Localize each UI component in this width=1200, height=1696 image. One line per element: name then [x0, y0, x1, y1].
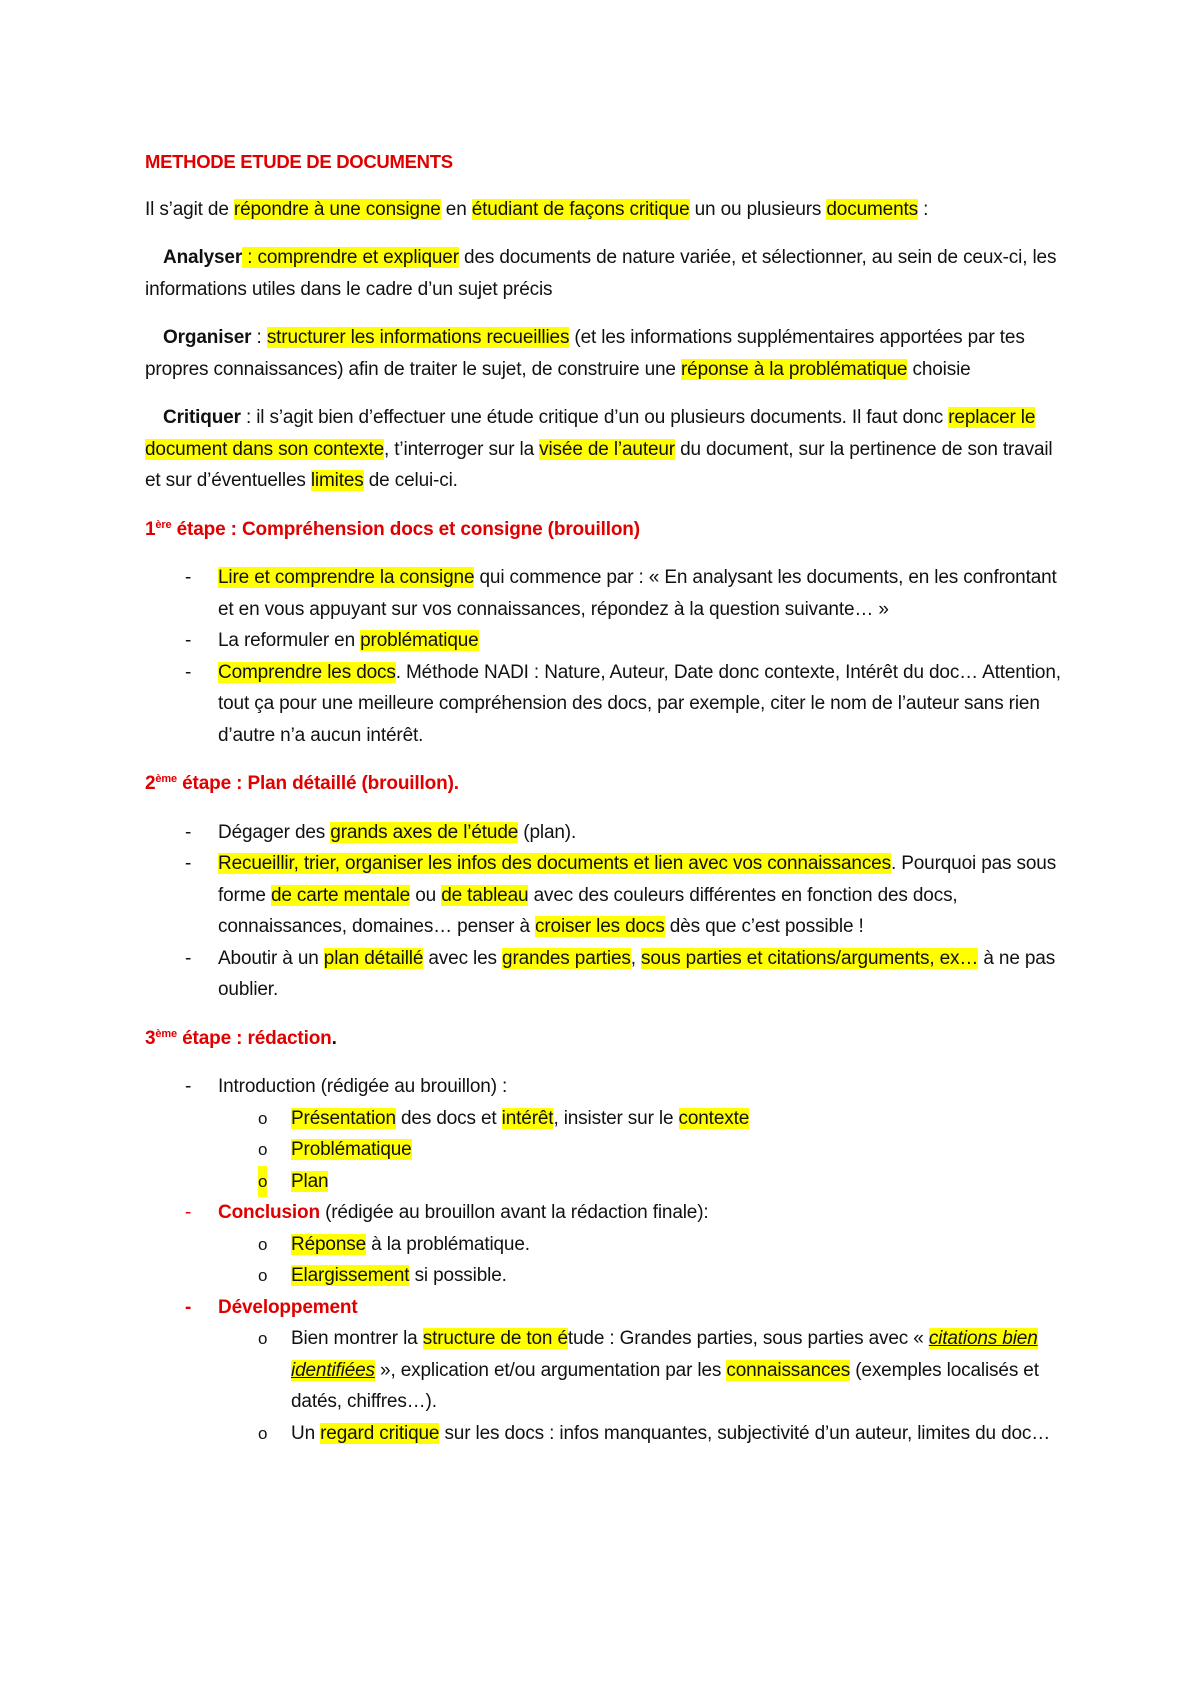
text: Dégager des [218, 821, 331, 843]
highlight: : comprendre et expliquer [242, 247, 459, 268]
list-item-conclusion [145, 1197, 1065, 1292]
step2-heading [145, 768, 1065, 800]
circle-bullet: o [258, 1166, 267, 1198]
highlight: problématique [360, 630, 479, 651]
step-number: 1 [145, 518, 156, 540]
text: en [440, 198, 472, 220]
sublist-item [218, 1418, 1065, 1450]
highlight: Comprendre les docs [218, 661, 396, 683]
intro-paragraph [145, 194, 1065, 226]
highlight: Elargissement [291, 1265, 410, 1286]
text: à la problématique. [366, 1233, 530, 1255]
dash-bullet: - [185, 661, 192, 683]
critiquer-label: Critiquer [163, 407, 241, 428]
highlight: répondre à une consigne [233, 198, 441, 220]
conclusion-label: Conclusion [218, 1202, 320, 1223]
text: La reformuler en [218, 630, 361, 651]
text: : [917, 198, 929, 220]
text: , [630, 947, 642, 969]
list-item [145, 562, 1065, 625]
list-item [145, 943, 1065, 1006]
step-title: étape : Compréhension docs et consigne (brouillon) [171, 518, 640, 540]
step-suffix: ème [155, 1027, 177, 1040]
text: sur les docs : infos manquantes, subjectivité d’un auteur, limites du doc… [439, 1422, 1051, 1444]
highlight: de carte mentale [270, 884, 411, 906]
text: Aboutir à un [218, 947, 324, 969]
list-item-developpement [145, 1292, 1065, 1450]
text: dès que c’est possible ! [664, 916, 864, 937]
text: , insister sur le [553, 1107, 679, 1129]
text: avec des couleurs différentes en fonction des docs, connaissances, domaines… penser à [218, 884, 958, 937]
text: des docs et [395, 1107, 502, 1129]
highlight: Lire et comprendre la consigne [218, 567, 475, 588]
text: avec les [423, 947, 503, 969]
highlight: documents [826, 198, 918, 220]
highlight: grandes parties [502, 947, 631, 969]
highlight: sous parties et citations/arguments, ex… [641, 947, 979, 969]
organiser-label: Organiser [163, 327, 252, 348]
dash-bullet: - [185, 947, 192, 969]
dash-bullet: - [185, 630, 192, 651]
highlight: Problématique [291, 1139, 412, 1160]
text: . Méthode NADI : Nature, Auteur, Date donc contexte, Intérêt du doc… Attention, tout ça pour une meilleure compréhension des docs, par exemple, citer le nom de l’auteur sans rien d’autre n’a aucun intérêt. [218, 661, 1061, 746]
highlight: citations bien identifiées [291, 1328, 1038, 1381]
step3-heading [145, 1023, 1065, 1055]
dash-bullet: - [185, 853, 192, 874]
circle-bullet: o [258, 1266, 268, 1285]
text: Il s’agit de [145, 198, 234, 220]
step1-list [145, 562, 1065, 751]
text: un ou plusieurs [689, 198, 827, 220]
text: Bien montrer la [291, 1328, 423, 1349]
circle-bullet: o [258, 1234, 268, 1254]
highlight: replacer le document dans son contexte [145, 407, 1036, 460]
highlight: limites [310, 470, 364, 491]
text: (plan). [518, 821, 577, 843]
highlight: regard critique [320, 1422, 440, 1444]
conclusion-sublist [218, 1229, 1065, 1292]
introduction-sublist [218, 1103, 1065, 1198]
list-item-introduction [145, 1071, 1065, 1197]
developpement-label: Développement [218, 1296, 358, 1318]
dash-bullet: - [185, 567, 192, 588]
analyser-label: Analyser [163, 247, 243, 268]
list-item [145, 848, 1065, 943]
highlight: structure de ton é [422, 1328, 568, 1349]
dash-bullet: - [185, 821, 192, 843]
sublist-item [218, 1323, 1065, 1418]
highlight: structurer les informations recueillies [266, 327, 570, 348]
critiquer-paragraph [145, 402, 1065, 497]
highlight: connaissances [726, 1359, 851, 1381]
analyser-paragraph [145, 242, 1065, 305]
highlight: Réponse [291, 1233, 367, 1255]
highlight: de tableau [441, 884, 529, 906]
list-item [145, 657, 1065, 752]
dash-bullet: - [185, 1076, 192, 1097]
highlight: croiser les docs [535, 916, 665, 937]
dash-bullet: - [185, 1296, 192, 1318]
text: qui commence par : « En analysant les documents, en les confrontant et en vous appuyant sur vos connaissances, répondez à la question suivante… » [218, 567, 1057, 620]
step-number: 3 [145, 1027, 156, 1049]
text: à ne pas oublier. [218, 947, 1056, 1000]
sublist-item [218, 1229, 1065, 1261]
text: . [331, 1027, 337, 1049]
step1-heading [145, 514, 1065, 546]
text: choisie [907, 358, 971, 380]
highlight: Recueillir, trier, organiser les infos des documents et lien avec vos connaissances [218, 853, 891, 874]
text: ou [410, 884, 442, 906]
step-title: étape : rédaction [177, 1027, 332, 1049]
highlight: visée de l’auteur [539, 438, 675, 460]
highlight: plan détaillé [323, 947, 424, 969]
highlight: Présentation [291, 1107, 396, 1129]
text: des documents de nature variée, et sélectionner, au sein de ceux-ci, les informations utiles dans le cadre d’un sujet précis [145, 247, 1057, 300]
step2-list [145, 817, 1065, 1006]
text: tude : Grandes parties, sous parties avec « [567, 1328, 929, 1349]
text: », explication et/ou argumentation par les [374, 1359, 727, 1381]
text: , t’interroger sur la [384, 438, 540, 460]
text: (et les informations supplémentaires apportées par tes propres connaissances) afin de traiter le sujet, de construire une [145, 327, 1025, 380]
sublist-item [218, 1260, 1065, 1292]
text: (exemples localisés et datés, chiffres…). [291, 1359, 1039, 1412]
step3-list [145, 1071, 1065, 1449]
developpement-sublist [218, 1323, 1065, 1449]
dash-bullet: - [185, 1202, 192, 1223]
highlight: étudiant de façons critique [471, 198, 690, 220]
highlight: Plan [291, 1170, 329, 1192]
text: si possible. [409, 1265, 507, 1286]
list-item [145, 625, 1065, 657]
highlight: grands axes de l’étude [330, 821, 519, 843]
highlight: réponse à la problématique [680, 358, 908, 380]
step-title: étape : Plan détaillé (brouillon). [177, 773, 459, 794]
highlight: contexte [678, 1107, 750, 1129]
sublist-item [218, 1166, 1065, 1198]
step-number: 2 [145, 773, 156, 794]
text: : [251, 327, 267, 348]
circle-bullet: o [258, 1329, 268, 1348]
text: . Pourquoi pas sous forme [218, 853, 1057, 906]
document-title: METHODE ETUDE DE DOCUMENTS [145, 151, 453, 172]
circle-bullet: o [258, 1108, 268, 1128]
circle-bullet: o [258, 1423, 268, 1443]
organiser-paragraph [145, 322, 1065, 385]
highlight: intérêt [501, 1107, 554, 1129]
text: du document, sur la pertinence de son travail et sur d’éventuelles [145, 438, 1053, 491]
sublist-item [218, 1103, 1065, 1135]
list-item [145, 817, 1065, 849]
text: (rédigée au brouillon avant la rédaction finale): [319, 1202, 709, 1223]
sublist-item [218, 1134, 1065, 1166]
text: : il s’agit bien d’effectuer une étude critique d’un ou plusieurs documents. Il faut donc [240, 407, 949, 428]
circle-bullet: o [258, 1140, 268, 1159]
text: de celui-ci. [363, 470, 458, 491]
document-body [145, 146, 1065, 1449]
text: Un [291, 1422, 321, 1444]
text: Introduction (rédigée au brouillon) : [218, 1076, 508, 1097]
step-suffix: ème [155, 773, 177, 785]
step-suffix: ère [155, 518, 172, 531]
